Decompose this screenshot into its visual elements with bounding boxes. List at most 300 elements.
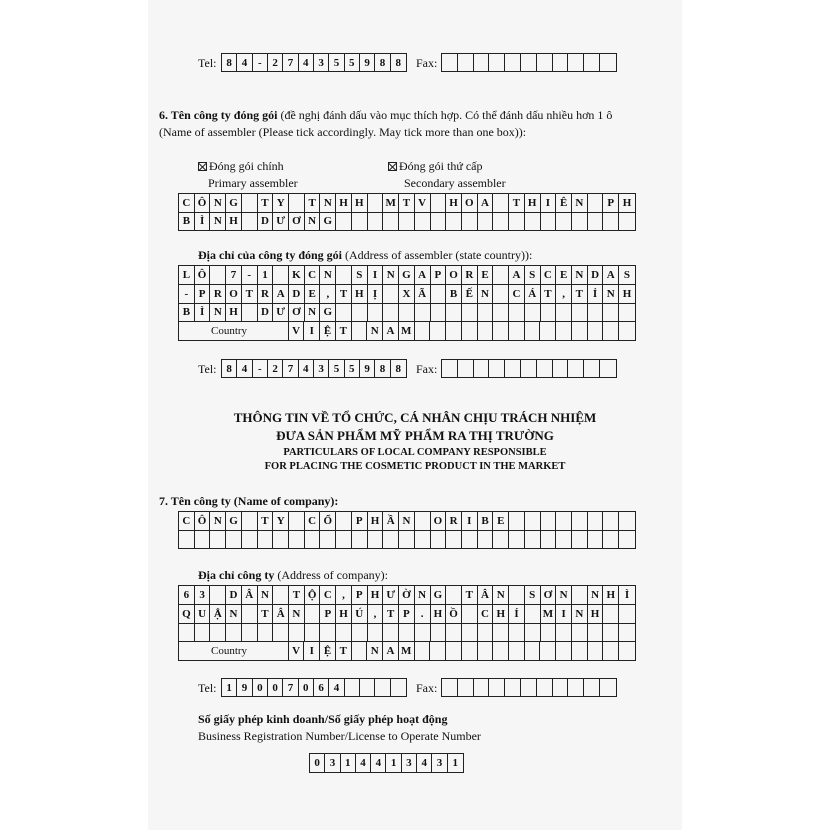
secondary-option-en: Secondary assembler (404, 176, 506, 190)
char-box (540, 642, 556, 660)
char-box: Q (179, 605, 195, 623)
char-box (431, 531, 447, 549)
char-box (541, 624, 557, 642)
char-box: N (320, 194, 336, 212)
char-box: 4 (299, 54, 314, 71)
char-box (430, 322, 446, 340)
char-box: , (320, 285, 336, 303)
char-box (588, 624, 604, 642)
char-box: N (258, 586, 274, 604)
char-box (556, 213, 572, 231)
char-box (572, 642, 588, 660)
char-box (336, 531, 352, 549)
char-box (289, 512, 305, 530)
char-box (600, 679, 616, 696)
char-box: O (431, 512, 447, 530)
char-box: 2 (268, 54, 283, 71)
char-box (352, 213, 368, 231)
char-box: A (603, 266, 619, 284)
char-box (431, 624, 447, 642)
char-box: O (446, 266, 462, 284)
char-box: H (622, 196, 632, 209)
char-box: N (415, 586, 431, 604)
char-box (336, 624, 352, 642)
char-box (336, 213, 352, 231)
char-box (210, 586, 226, 604)
char-box (462, 531, 478, 549)
char-box (619, 512, 635, 530)
char-box: N (478, 285, 494, 303)
char-box: Ã (415, 285, 431, 303)
primary-option-en: Primary assembler (208, 176, 298, 190)
char-box: 5 (329, 360, 344, 377)
char-box (383, 285, 399, 303)
char-box: 4 (237, 54, 252, 71)
char-box (588, 322, 604, 340)
char-box: T (399, 194, 415, 212)
char-box (619, 642, 635, 660)
char-box: N (556, 586, 572, 604)
char-box: 3 (432, 754, 447, 772)
char-box (289, 531, 305, 549)
char-box: O (226, 285, 242, 303)
char-box (478, 531, 494, 549)
char-box (462, 213, 478, 231)
char-box (493, 304, 509, 322)
license-number-grid (309, 753, 464, 773)
char-box: , (556, 285, 572, 303)
char-box: Ì (624, 588, 630, 601)
char-box: - (253, 54, 268, 71)
char-box: Ư (383, 586, 399, 604)
char-box: 3 (402, 754, 417, 772)
char-box (600, 360, 616, 377)
char-box (320, 624, 336, 642)
char-box: Ầ (383, 512, 399, 530)
char-box (556, 304, 572, 322)
char-box (273, 586, 289, 604)
char-box: B (179, 304, 195, 322)
char-box: T (289, 586, 305, 604)
grid-row (310, 754, 463, 772)
char-box (399, 304, 415, 322)
char-box (572, 304, 588, 322)
char-box: Ồ (446, 605, 462, 623)
char-box: Ú (352, 605, 368, 623)
section6-title-en: (Name of assembler (Please tick accordingly. May tick more than one box)): (159, 125, 527, 139)
char-box (493, 531, 509, 549)
char-box: Ư (273, 304, 289, 322)
char-box: Ệ (320, 322, 336, 340)
char-box (619, 531, 635, 549)
char-box: H (336, 605, 352, 623)
char-box (273, 624, 289, 642)
char-box (289, 624, 305, 642)
char-box (489, 54, 505, 71)
char-box: M (383, 194, 399, 212)
char-box: B (446, 285, 462, 303)
char-box: M (399, 642, 415, 660)
char-box: C (541, 266, 557, 284)
char-box: 2 (268, 360, 283, 377)
char-box (242, 213, 258, 231)
char-box: - (242, 266, 258, 284)
char-box: I (462, 512, 478, 530)
char-box (258, 624, 274, 642)
char-box (521, 360, 537, 377)
char-box (588, 194, 604, 212)
char-box (360, 679, 375, 696)
char-box: V (415, 194, 431, 212)
char-box (603, 304, 619, 322)
char-box (383, 304, 399, 322)
char-box (415, 531, 431, 549)
char-box: D (258, 304, 274, 322)
char-box: Â (478, 586, 494, 604)
char-box (289, 194, 305, 212)
char-box (521, 679, 537, 696)
char-box: N (305, 304, 321, 322)
char-box: G (320, 304, 336, 322)
grid-row (179, 586, 635, 604)
char-box (572, 322, 588, 340)
char-box (273, 531, 289, 549)
char-box: - (253, 360, 268, 377)
top-tel-grid (221, 53, 407, 72)
char-box (195, 531, 211, 549)
char-box (525, 531, 541, 549)
char-box (584, 54, 600, 71)
char-box (415, 304, 431, 322)
char-box (462, 605, 478, 623)
grid-row (179, 194, 635, 212)
char-box: R (258, 285, 274, 303)
char-box (320, 531, 336, 549)
char-box: 1 (258, 266, 274, 284)
char-box: A (273, 285, 289, 303)
char-box (442, 360, 458, 377)
tel-label: Tel: (198, 362, 217, 376)
char-box: A (478, 194, 494, 212)
char-box (553, 360, 569, 377)
char-box (509, 586, 525, 604)
char-box: G (226, 194, 242, 212)
char-box: 5 (329, 54, 344, 71)
char-box (525, 512, 541, 530)
char-box (588, 512, 604, 530)
char-box (305, 605, 321, 623)
char-box (368, 304, 384, 322)
char-box: 7 (283, 54, 298, 71)
char-box (242, 194, 258, 212)
char-box (493, 213, 509, 231)
char-box: H (368, 586, 384, 604)
char-box: C (179, 194, 195, 212)
char-box: 0 (268, 679, 283, 696)
char-box (493, 285, 509, 303)
char-box: H (493, 605, 509, 623)
char-box (446, 586, 462, 604)
assembler-name-grid (178, 193, 636, 231)
grid-row (179, 530, 635, 549)
fax-label: Fax: (416, 362, 438, 376)
char-box: 8 (375, 360, 390, 377)
char-box: T (336, 285, 352, 303)
checkbox-checked-icon[interactable] (198, 162, 207, 171)
char-box: N (572, 266, 588, 284)
char-box: T (336, 322, 352, 340)
char-box (525, 322, 541, 340)
char-box (525, 213, 541, 231)
country-row (179, 641, 635, 660)
char-box (210, 266, 226, 284)
char-box (588, 642, 604, 660)
char-box: T (258, 194, 274, 212)
char-box: G (226, 512, 242, 530)
char-box (446, 531, 462, 549)
char-box: 8 (222, 360, 237, 377)
char-box (509, 624, 525, 642)
char-box: N (305, 213, 321, 231)
char-box (588, 213, 604, 231)
license-label-en: Business Registration Number/License to Operate Number (198, 729, 481, 743)
char-box (505, 679, 521, 696)
secondary-option[interactable]: Đóng gói thứ cấp (388, 159, 483, 173)
char-box: 4 (356, 754, 371, 772)
char-box: Ô (195, 512, 211, 530)
char-box: . (415, 605, 431, 623)
char-box: M (541, 605, 557, 623)
char-box: P (195, 285, 211, 303)
char-box (442, 54, 458, 71)
grid-row (179, 284, 635, 303)
char-box: C (305, 266, 321, 284)
char-box: M (399, 322, 415, 340)
char-box: 3 (195, 586, 211, 604)
char-box: N (320, 266, 336, 284)
char-box (462, 304, 478, 322)
char-box: 1 (341, 754, 356, 772)
char-box: 8 (395, 56, 402, 69)
char-box: 5 (345, 54, 360, 71)
char-box (505, 360, 521, 377)
char-box: T (336, 642, 352, 660)
char-box: P (399, 605, 415, 623)
company-fax-grid (441, 678, 617, 697)
char-box (584, 679, 600, 696)
char-box (399, 531, 415, 549)
char-box: 1 (386, 754, 401, 772)
char-box (489, 360, 505, 377)
char-box (603, 642, 619, 660)
grid-row (179, 303, 635, 322)
char-box (446, 213, 462, 231)
char-box (509, 304, 525, 322)
heading-line2: ĐƯA SẢN PHẨM MỸ PHẨM RA THỊ TRƯỜNG (276, 428, 554, 443)
char-box: I (556, 605, 572, 623)
char-box (493, 624, 509, 642)
char-box (242, 624, 258, 642)
char-box (493, 194, 509, 212)
char-box (603, 213, 619, 231)
char-box (474, 679, 490, 696)
char-box: 7 (283, 679, 298, 696)
char-box (242, 304, 258, 322)
char-box (478, 213, 494, 231)
char-box: G (320, 213, 336, 231)
primary-option[interactable]: Đóng gói chính (198, 159, 284, 173)
char-box (525, 304, 541, 322)
grid-row (179, 512, 635, 530)
char-box: 6 (179, 586, 195, 604)
char-box: S (623, 268, 631, 281)
char-box: N (383, 266, 399, 284)
heading-line4: FOR PLACING THE COSMETIC PRODUCT IN THE MARKET (264, 461, 566, 472)
char-box (446, 642, 462, 660)
char-box: H (352, 285, 368, 303)
char-box (210, 624, 226, 642)
char-box (195, 624, 211, 642)
char-box: 4 (417, 754, 432, 772)
char-box (619, 213, 635, 231)
char-box (391, 679, 406, 696)
assembler-tel-grid (221, 359, 407, 378)
char-box (537, 54, 553, 71)
char-box (584, 360, 600, 377)
assembler-address-grid (178, 265, 636, 341)
char-box: Ê (556, 194, 572, 212)
char-box: E (305, 285, 321, 303)
company-address-grid (178, 585, 636, 661)
char-box (399, 624, 415, 642)
char-box: P (431, 266, 447, 284)
char-box (572, 586, 588, 604)
char-box: S (352, 266, 368, 284)
char-box: R (446, 512, 462, 530)
char-box: T (572, 285, 588, 303)
char-box (489, 679, 505, 696)
char-box (553, 54, 569, 71)
char-box (179, 624, 195, 642)
char-box: A (383, 642, 399, 660)
char-box: 3 (314, 360, 329, 377)
char-box (525, 605, 541, 623)
char-box: O (462, 194, 478, 212)
heading-line1: THÔNG TIN VỀ TỔ CHỨC, CÁ NHÂN CHỊU TRÁCH NHIỆM (233, 410, 597, 425)
char-box: 4 (329, 679, 344, 696)
char-box (537, 360, 553, 377)
grid-row (222, 54, 406, 71)
char-box (368, 194, 384, 212)
char-box (368, 213, 384, 231)
char-box (415, 213, 431, 231)
char-box (383, 213, 399, 231)
char-box (368, 531, 384, 549)
char-box (210, 531, 226, 549)
char-box: I (541, 194, 557, 212)
char-box: Ơ (289, 304, 305, 322)
char-box (603, 512, 619, 530)
char-box (336, 304, 352, 322)
char-box (600, 54, 616, 71)
char-box: 4 (371, 754, 386, 772)
company-address-label: Địa chỉ công ty (Address of company): (198, 568, 388, 582)
grid-row (179, 212, 635, 231)
char-box (525, 624, 541, 642)
char-box: 6 (314, 679, 329, 696)
license-label: Số giấy phép kinh doanh/Số giấy phép hoạt động (198, 712, 448, 726)
char-box (415, 322, 431, 340)
grid-row (442, 54, 616, 71)
char-box (509, 512, 525, 530)
char-box: N (588, 586, 604, 604)
char-box: E (556, 266, 572, 284)
checkbox-checked-icon[interactable] (388, 162, 397, 171)
char-box: N (289, 605, 305, 623)
char-box: N (603, 285, 619, 303)
char-box (462, 322, 478, 340)
char-box (572, 512, 588, 530)
char-box: H (226, 304, 242, 322)
char-box (305, 624, 321, 642)
char-box (619, 304, 635, 322)
char-box (509, 213, 525, 231)
char-box: B (478, 512, 494, 530)
char-box: N (367, 642, 383, 660)
char-box (619, 322, 635, 340)
char-box: Ô (195, 194, 211, 212)
grid-row (179, 266, 635, 284)
char-box: X (399, 285, 415, 303)
char-box: V (289, 322, 305, 340)
char-box (352, 624, 368, 642)
char-box (431, 213, 447, 231)
char-box: Ờ (399, 586, 415, 604)
char-box: D (588, 266, 604, 284)
fax-label: Fax: (416, 681, 438, 695)
char-box: N (210, 512, 226, 530)
char-box (442, 679, 458, 696)
char-box: 3 (314, 54, 329, 71)
assembler-fax-grid (441, 359, 617, 378)
char-box (273, 266, 289, 284)
char-box (446, 624, 462, 642)
char-box: 5 (345, 360, 360, 377)
country-label: Country (179, 322, 289, 340)
grid-row (222, 360, 406, 377)
char-box (462, 624, 478, 642)
char-box (336, 266, 352, 284)
char-box (258, 531, 274, 549)
char-box (568, 679, 584, 696)
char-box (541, 304, 557, 322)
char-box (509, 642, 525, 660)
char-box (541, 512, 557, 530)
char-box (242, 512, 258, 530)
char-box: T (258, 605, 274, 623)
char-box (556, 531, 572, 549)
char-box: A (509, 266, 525, 284)
char-box: Y (273, 194, 289, 212)
char-box: H (525, 194, 541, 212)
char-box (226, 531, 242, 549)
char-box (603, 605, 619, 623)
char-box: S (525, 266, 541, 284)
char-box (603, 322, 619, 340)
company-tel-grid (221, 678, 407, 697)
char-box (556, 624, 572, 642)
char-box (431, 194, 447, 212)
